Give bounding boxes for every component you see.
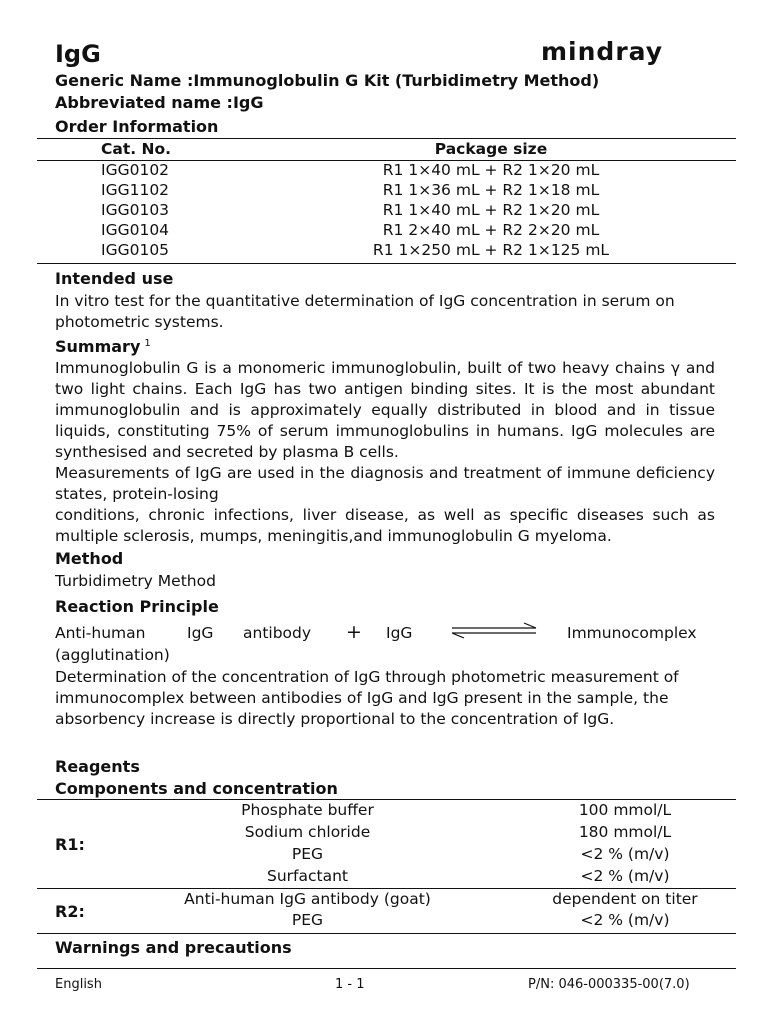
table-row — [0, 867, 768, 889]
components-table-top-rule — [37, 799, 736, 800]
table-row — [0, 890, 768, 911]
component-concentration: <2 % (m/v) — [580, 845, 670, 863]
method-text: Turbidimetry Method — [55, 572, 216, 590]
order-table-header — [37, 140, 736, 160]
cat-number: IGG1102 — [101, 181, 170, 199]
summary-paragraph-2b: conditions, chronic infections, liver disease, as well as specific diseases such as multiple sclerosis, mumps, meningitis,and immunoglobulin G myeloma. — [55, 506, 715, 545]
component-concentration: 100 mmol/L — [578, 801, 672, 819]
table-row — [37, 241, 736, 261]
component-name: PEG — [291, 911, 324, 929]
component-name: Sodium chloride — [244, 823, 371, 841]
component-concentration: dependent on titer — [552, 890, 698, 908]
intended-use-heading: Intended use — [55, 269, 174, 288]
table-row — [37, 221, 736, 241]
r1-label: R1: — [55, 835, 85, 854]
table-row — [37, 161, 736, 181]
component-concentration: 180 mmol/L — [578, 823, 672, 841]
table-row — [37, 181, 736, 201]
summary-paragraph-2a: Measurements of IgG are used in the diagnosis and treatment of immune deficiency states, protein-losing — [55, 464, 715, 503]
cat-number: IGG0104 — [101, 221, 170, 239]
footer-language: English — [55, 977, 102, 992]
col-pkg-header: Package size — [434, 140, 548, 158]
summary-paragraph-1: Immunoglobulin G is a monomeric immunoglobulin, built of two heavy chains γ and two light chains. Each IgG has two antigen binding sites. It is the most abundant immunoglobulin and is approximately equally distributed in blood and in tissue liquids, constituting 75% of serum immunoglobulins in humans. IgG molecules are synthesised and secreted by plasma B cells. — [55, 359, 715, 461]
package-size: R1 2×40 mL + R2 2×20 mL — [382, 221, 600, 239]
order-table-top-rule — [37, 138, 736, 139]
summary-heading — [55, 337, 151, 356]
order-table-bottom-rule — [37, 263, 736, 264]
component-concentration: <2 % (m/v) — [580, 911, 670, 929]
summary-heading-text: Summary — [55, 337, 141, 356]
generic-name: Generic Name :Immunoglobulin G Kit (Turbidimetry Method) — [55, 71, 600, 90]
reaction-description: Determination of the concentration of IgG through photometric measurement of immunocomplex between antibodies of IgG and IgG present in the sample, the absorbency increase is directly proportional to the concentration of IgG. — [55, 668, 679, 728]
table-row — [37, 201, 736, 221]
summary-reference: 1 — [144, 337, 151, 349]
component-name: Phosphate buffer — [241, 801, 374, 819]
components-heading: Components and concentration — [55, 779, 338, 798]
cat-number: IGG0105 — [101, 241, 170, 259]
package-size: R1 1×40 mL + R2 1×20 mL — [382, 201, 600, 219]
reaction-product: Immunocomplex — [567, 624, 697, 642]
component-concentration: <2 % (m/v) — [580, 867, 670, 885]
r2-label: R2: — [55, 902, 85, 921]
table-row — [0, 845, 768, 867]
reagents-heading: Reagents — [55, 757, 140, 776]
table-row — [0, 801, 768, 823]
components-table-middle-rule — [37, 888, 736, 889]
col-cat-header: Cat. No. — [101, 140, 172, 158]
reaction-term-antibody: antibody — [243, 624, 312, 642]
component-name: Anti-human IgG antibody (goat) — [184, 890, 431, 908]
package-size: R1 1×40 mL + R2 1×20 mL — [382, 161, 600, 179]
table-row — [0, 823, 768, 845]
order-heading: Order Information — [55, 117, 219, 136]
package-size: R1 1×36 mL + R2 1×18 mL — [382, 181, 600, 199]
reaction-heading: Reaction Principle — [55, 597, 219, 616]
equilibrium-arrow-icon — [448, 621, 540, 639]
footer-page-number: 1 - 1 — [335, 977, 365, 992]
components-table-bottom-rule — [37, 933, 736, 934]
page-title: IgG — [55, 40, 101, 68]
warnings-heading: Warnings and precautions — [55, 938, 292, 957]
brand-logo: mindray — [541, 37, 664, 66]
reaction-term-igg-antigen: IgG — [386, 624, 413, 642]
intended-use-text: In vitro test for the quantitative determination of IgG concentration in serum on photometric systems. — [55, 292, 675, 331]
component-name: PEG — [291, 845, 324, 863]
reaction-note: (agglutination) — [55, 646, 170, 664]
footer-part-number: P/N: 046-000335-00(7.0) — [528, 977, 690, 992]
cat-number: IGG0103 — [101, 201, 170, 219]
package-size: R1 1×250 mL + R2 1×125 mL — [372, 241, 610, 259]
footer-rule — [37, 968, 736, 969]
reaction-plus: + — [346, 621, 362, 643]
abbreviated-name: Abbreviated name :IgG — [55, 93, 264, 112]
reaction-term-anti-human: Anti-human — [55, 624, 146, 642]
component-name: Surfactant — [267, 867, 348, 885]
cat-number: IGG0102 — [101, 161, 170, 179]
reaction-term-igg: IgG — [187, 624, 214, 642]
method-heading: Method — [55, 549, 124, 568]
table-row — [0, 911, 768, 932]
